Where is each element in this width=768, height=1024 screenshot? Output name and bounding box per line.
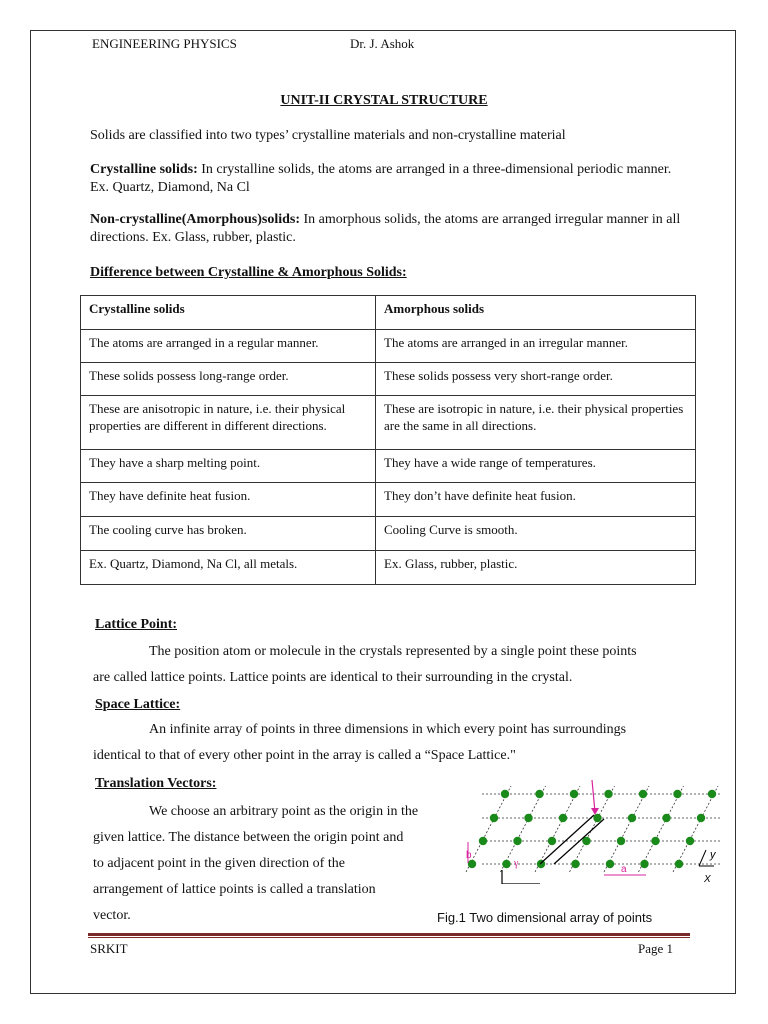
lattice-point bbox=[501, 790, 509, 798]
intro-paragraph: Solids are classified into two types’ crystalline materials and non-crystalline material bbox=[90, 128, 566, 143]
table-cell: These solids possess very short-range order. bbox=[376, 363, 696, 396]
lattice-point bbox=[628, 814, 636, 822]
table-row bbox=[81, 483, 696, 517]
table-cell: The cooling curve has broken. bbox=[81, 517, 376, 551]
amorphous-label: Non-crystalline(Amorphous)solids: bbox=[90, 212, 301, 227]
label-y: y bbox=[710, 849, 716, 861]
table-cell: Ex. Quartz, Diamond, Na Cl, all metals. bbox=[81, 551, 376, 585]
lattice-point bbox=[686, 837, 694, 845]
lattice-point bbox=[673, 790, 681, 798]
lattice-point bbox=[651, 837, 659, 845]
space-lattice-body bbox=[93, 717, 693, 769]
translation-body bbox=[93, 799, 433, 929]
footer-rule-thin bbox=[88, 937, 690, 938]
translation-line: arrangement of lattice points is called a translation bbox=[93, 882, 376, 897]
lattice-point bbox=[662, 814, 670, 822]
lattice-diagonal-line bbox=[639, 786, 684, 872]
lattice-point-line: The position atom or molecule in the crystals represented by a single point these points bbox=[149, 644, 637, 659]
translation-vector-line bbox=[554, 819, 604, 864]
lattice-point-body bbox=[93, 639, 693, 691]
table-header-row bbox=[81, 296, 696, 330]
lattice-point bbox=[708, 790, 716, 798]
table-cell: The atoms are arranged in an irregular manner. bbox=[376, 330, 696, 363]
difference-heading: Difference between Crystalline & Amorphous Solids: bbox=[90, 265, 407, 280]
lattice-point bbox=[479, 837, 487, 845]
lattice-point bbox=[604, 790, 612, 798]
crystalline-label: Crystalline solids: bbox=[90, 162, 198, 177]
lattice-point bbox=[639, 790, 647, 798]
crystalline-paragraph bbox=[90, 161, 690, 197]
table-row bbox=[81, 396, 696, 450]
table-row bbox=[81, 330, 696, 363]
lattice-diagonal-line bbox=[466, 786, 511, 872]
lattice-point bbox=[535, 790, 543, 798]
lattice-point bbox=[513, 837, 521, 845]
lattice-point bbox=[570, 790, 578, 798]
translation-line: to adjacent point in the given direction of the bbox=[93, 856, 345, 871]
table-header-cell: Crystalline solids bbox=[81, 296, 376, 330]
amorphous-paragraph bbox=[90, 211, 690, 247]
header-course: ENGINEERING PHYSICS bbox=[92, 36, 237, 51]
lattice-figure bbox=[454, 778, 726, 884]
table-row bbox=[81, 517, 696, 551]
footer-left: SRKIT bbox=[90, 941, 128, 956]
footer-rule-thick bbox=[88, 933, 690, 936]
table-cell: Cooling Curve is smooth. bbox=[376, 517, 696, 551]
table-row bbox=[81, 363, 696, 396]
lattice-point-line: are called lattice points. Lattice points are identical to their surrounding in the crystal. bbox=[93, 670, 573, 685]
table-cell: They have a sharp melting point. bbox=[81, 450, 376, 483]
lattice-point bbox=[640, 860, 648, 868]
translation-line: We choose an arbitrary point as the origin in the bbox=[149, 804, 419, 819]
translation-heading: Translation Vectors: bbox=[95, 776, 217, 791]
table-cell: These are isotropic in nature, i.e. their physical properties are the same in all directions. bbox=[376, 396, 696, 450]
lattice-point bbox=[617, 837, 625, 845]
header-author: Dr. J. Ashok bbox=[350, 36, 415, 51]
table-cell: They don’t have definite heat fusion. bbox=[376, 483, 696, 517]
table-cell: They have a wide range of temperatures. bbox=[376, 450, 696, 483]
label-a: a bbox=[621, 864, 627, 875]
lattice-point bbox=[468, 860, 476, 868]
pink-arrow-line bbox=[592, 780, 595, 812]
lattice-point bbox=[548, 837, 556, 845]
figure-caption: Fig.1 Two dimensional array of points bbox=[437, 910, 653, 925]
table-cell: These are anisotropic in nature, i.e. their physical properties are different in different directions. bbox=[81, 396, 376, 450]
lattice-diagonal-line bbox=[501, 786, 546, 872]
translation-line: vector. bbox=[93, 908, 131, 923]
label-x: X bbox=[704, 874, 711, 884]
comparison-table bbox=[80, 295, 696, 585]
label-gamma: γ bbox=[514, 858, 519, 869]
lattice-diagonal-line bbox=[604, 786, 649, 872]
amorphous-text: In amorphous solids, the atoms are arranged irregular manner in all directions. Ex. Glass, rubber, plastic. bbox=[90, 212, 681, 245]
lattice-point bbox=[502, 860, 510, 868]
space-lattice-heading: Space Lattice: bbox=[95, 697, 181, 712]
label-b: b bbox=[466, 850, 472, 861]
table-cell: These solids possess long-range order. bbox=[81, 363, 376, 396]
lattice-point bbox=[571, 860, 579, 868]
space-lattice-line: An infinite array of points in three dimensions in which every point has surroundings bbox=[149, 722, 627, 737]
lattice-point bbox=[559, 814, 567, 822]
lattice-point bbox=[524, 814, 532, 822]
table-cell: Ex. Glass, rubber, plastic. bbox=[376, 551, 696, 585]
lattice-point bbox=[675, 860, 683, 868]
lattice-point bbox=[697, 814, 705, 822]
table-row bbox=[81, 551, 696, 585]
axis-y-line bbox=[699, 850, 706, 866]
translation-line: given lattice. The distance between the origin point and bbox=[93, 830, 404, 845]
table-header-cell: Amorphous solids bbox=[376, 296, 696, 330]
page-title: UNIT-II CRYSTAL STRUCTURE bbox=[280, 93, 488, 108]
lattice-diagonal-line bbox=[535, 786, 580, 872]
lattice-point bbox=[490, 814, 498, 822]
space-lattice-line: identical to that of every other point in the array is called a “Space Lattice." bbox=[93, 748, 516, 763]
footer-page: Page 1 bbox=[638, 941, 674, 956]
table-cell: They have definite heat fusion. bbox=[81, 483, 376, 517]
lattice-point bbox=[593, 814, 601, 822]
lattice-point bbox=[606, 860, 614, 868]
crystalline-text: In crystalline solids, the atoms are arranged in a three-dimensional periodic manner. Ex. Quartz, Diamond, Na Cl bbox=[90, 162, 672, 195]
lattice-point-heading: Lattice Point: bbox=[95, 617, 178, 632]
table-row bbox=[81, 450, 696, 483]
table-cell: The atoms are arranged in a regular manner. bbox=[81, 330, 376, 363]
